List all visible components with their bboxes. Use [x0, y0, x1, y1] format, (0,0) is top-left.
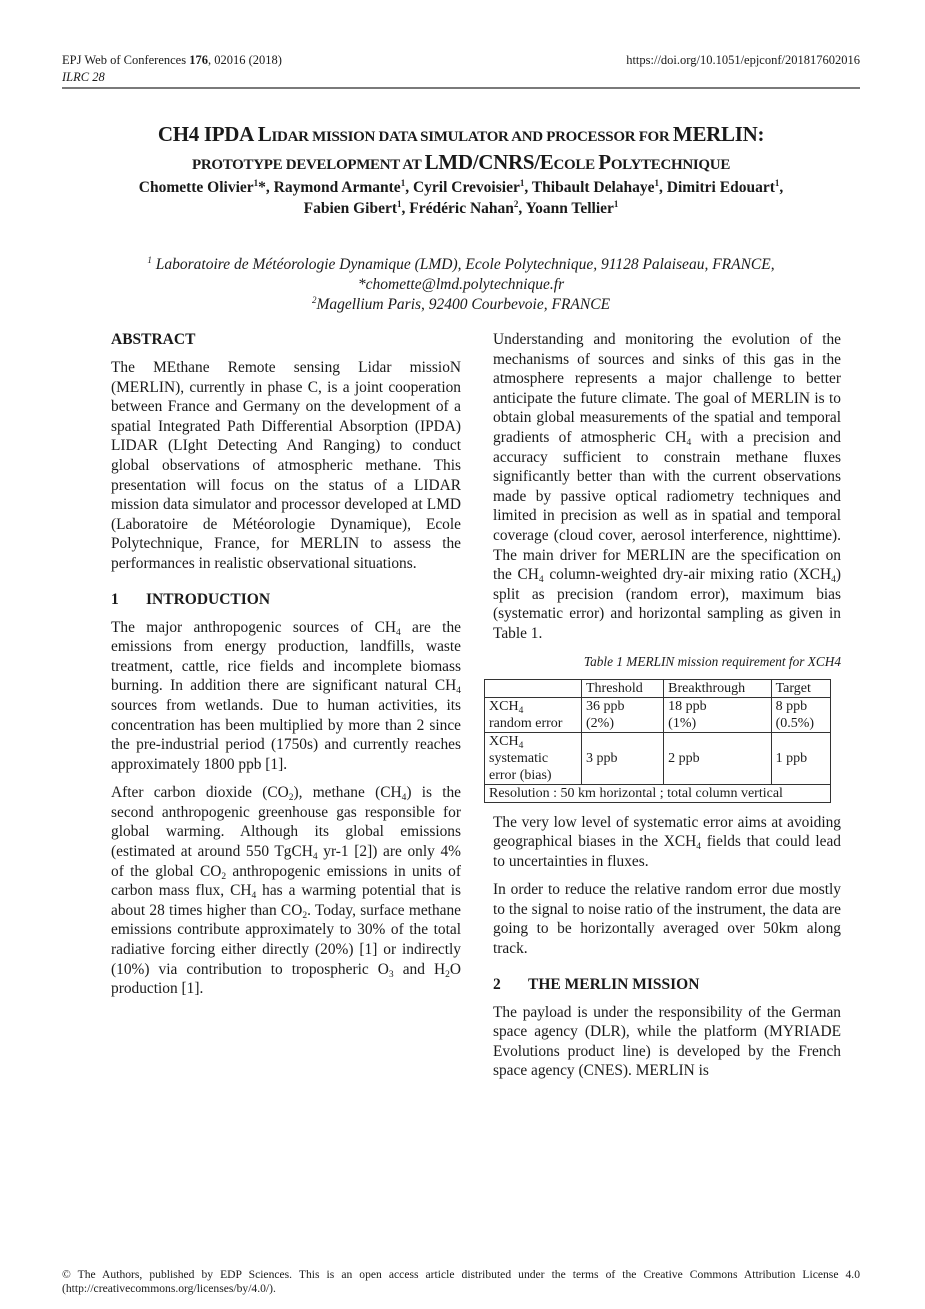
title-part: COLE	[553, 157, 599, 173]
table-cell: 8 ppb (0.5%)	[771, 697, 830, 732]
table-header-cell: Threshold	[582, 679, 664, 697]
table-cell: 18 ppb (1%)	[664, 697, 771, 732]
intro-paragraph-1: The major anthropogenic sources of $CH_4$ are the emissions from energy production, landfills, waste treatment, cattle, rice fields and incomplete biomass burning. In addition there are significant natural $CH_4$ sources from wetlands. Due to human activities, its concentration has been multiplied by more than 2 since the pre-industrial period (1750s) and currently reaches approximately 1800 ppb [1].	[111, 618, 461, 773]
header-rule	[62, 87, 860, 89]
conference-name: ILRC 28	[62, 70, 105, 84]
author: Dimitri Edouart$^1$,	[666, 178, 784, 196]
doi-link[interactable]: https://doi.org/10.1051/epjconf/201817602016	[626, 53, 860, 67]
author: Fabien Gibert$^1$,	[303, 199, 410, 217]
affiliations	[62, 255, 860, 315]
table-header-cell: Breakthrough	[664, 679, 771, 697]
table-resolution-note: Resolution : 50 km horizontal ; total column vertical	[485, 784, 831, 802]
journal-name: EPJ Web of Conferences	[62, 53, 187, 67]
author: Frédéric Nahan$^2$,	[409, 199, 526, 217]
title-part: MERLIN:	[672, 122, 765, 146]
table-cell: 2 ppb	[664, 732, 771, 784]
author: Raymond Armante$^1$,	[273, 178, 413, 196]
license-footer: © The Authors, published by EDP Sciences. This is an open access article distributed under the terms of the Creative Commons Attribution License 4.0 (http://creativecommons.org/licenses/by/4.0/).	[62, 1268, 860, 1295]
table-header-row	[485, 679, 831, 697]
affiliation-2: $^2$Magellium Paris, 92400 Courbevoie, FRANCE	[311, 295, 611, 313]
abstract-heading: ABSTRACT	[111, 331, 196, 348]
author: Chomette Olivier$^1$*,	[138, 178, 274, 196]
title-part: P	[598, 150, 611, 174]
table-row-label: $XCH_4$ random error	[485, 697, 582, 732]
table-cell: 36 ppb (2%)	[582, 697, 664, 732]
intro-paragraph-3: Understanding and monitoring the evolution of the mechanisms of sources and sinks of this gas in the atmosphere represents a major challenge to better anticipate the future climate. The goal of MERLIN is to obtain global measurements of the spatial and temporal gradients of atmospheric $CH_4$ with a precision and accuracy sufficient to constrain methane fluxes significantly better than with the current observations made by passive optical radiometry techniques and limited in precision as well as in spatial and temporal coverage (cloud cover, aerosol interference, nighttime). The main driver for MERLIN are the specification on the $CH_4$ column-weighted dry-air mixing ratio $(XCH_4)$ split as precision (random error), maximum bias (systematic error) and horizontal sampling as given in Table 1.	[493, 331, 842, 642]
title-part: OLYTECHNIQUE	[610, 157, 731, 173]
table-row-label: $XCH_4$ systematic error (bias)	[485, 732, 582, 784]
section-1-heading: 1 INTRODUCTION	[111, 590, 271, 608]
requirements-table	[484, 679, 831, 803]
running-header-left	[62, 52, 282, 86]
abstract-text: The MEthane Remote sensing Lidar missioN (MERLIN), currently in phase C, is a joint cooperation between France and Germany on the development of a spatial Integrated Path Differential Absorption (IPDA) LIDAR (LIght Detecting And Ranging) to conduct global observations of atmospheric methane. This presentation will focus on the status of a LIDAR mission data simulator and processor developed at LMD (Laboratoire de Météorologie Dynamique), Ecole Polytechnique, France, for MERLIN to assess the performances in realistic observational situations.	[111, 359, 461, 572]
journal-volume: 176	[189, 53, 208, 67]
table-row	[485, 732, 831, 784]
table-header-cell	[485, 679, 582, 697]
left-column	[111, 330, 461, 1008]
table-cell: 1 ppb	[771, 732, 830, 784]
author-list	[62, 177, 860, 219]
mission-paragraph-1: The payload is under the responsibility of the German space agency (DLR), while the platform (MYRIADE Evolutions product line) is developed by the French space agency (CNES). MERLIN is	[493, 1003, 841, 1080]
table-header-cell: Target	[771, 679, 830, 697]
section-2-heading: 2 THE MERLIN MISSION	[493, 975, 700, 993]
title-part: PROTOTYPE DEVELOPMENT AT	[191, 157, 425, 173]
title-part: LMD/CNRS/E	[424, 150, 554, 174]
author: Cyril Crevoisier$^1$,	[412, 178, 532, 196]
title-part: CH4 IPDA L	[157, 122, 272, 146]
paper-title-line-1	[62, 121, 860, 150]
intro-paragraph-5: In order to reduce the relative random error due mostly to the signal to noise ratio of the instrument, the data are going to be horizontally averaged over 50km along track.	[493, 881, 841, 958]
corresponding-email[interactable]: *chomette@lmd.polytechnique.fr	[357, 276, 565, 293]
title-part: IDAR MISSION DATA SIMULATOR AND PROCESSOR FOR	[271, 129, 673, 145]
table-footer-row	[485, 784, 831, 802]
intro-paragraph-4: The very low level of systematic error aims at avoiding geographical biases in the $XCH_4$ fields that could lead to uncertainties in fluxes.	[493, 813, 841, 870]
right-column	[489, 330, 842, 1090]
author: Thibault Delahaye$^1$,	[531, 178, 667, 196]
table-1-caption: Table 1 MERLIN mission requirement for XCH4	[583, 653, 841, 669]
author: Yoann Tellier$^1$	[525, 199, 619, 217]
table-row	[485, 697, 831, 732]
affiliation-1: $^1$ Laboratoire de Météorologie Dynamique (LMD), Ecole Polytechnique, 91128 Palaiseau, FRANCE,	[147, 255, 775, 273]
article-number-year: , 02016 (2018)	[207, 53, 282, 67]
intro-paragraph-2: After carbon dioxide $(CO_2)$, methane $(CH_4)$ is the second anthropogenic greenhouse gas responsible for global warming. Although its global emissions (estimated at around 550 TgCH$_4$ yr-1 [2]) are only 4% of the global $CO_2$ anthropogenic emissions in units of carbon mass flux, $CH_4$ has a warming potential that is about 28 times higher than $CO_2$. Today, surface methane emissions contribute approximately to 30% of the total radiative forcing either directly (20%) [1] or indirectly (10%) via contribution to tropospheric $O_3$ and $H_2O$ production [1].	[111, 784, 462, 998]
paper-title-line-2	[62, 150, 860, 177]
table-cell: 3 ppb	[582, 732, 664, 784]
